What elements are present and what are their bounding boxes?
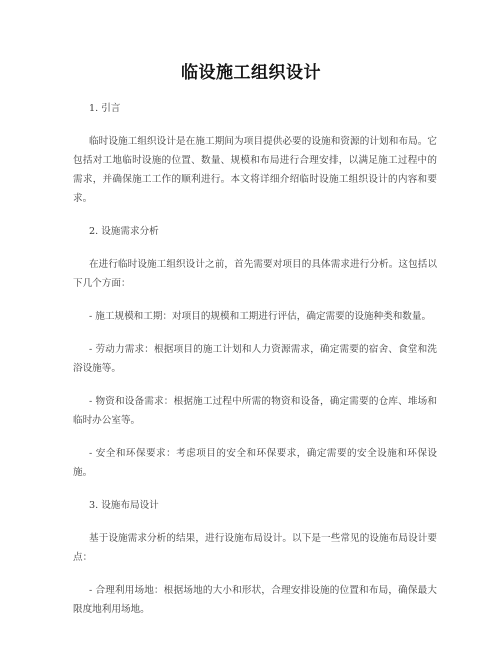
list-item: - 施工规模和工期：对项目的规模和工期进行评估，确定需要的设施种类和数量。 <box>89 311 432 322</box>
list-item: - 劳动力需求：根据项目的施工计划和人力资源需求，确定需要的宿舍、食堂和洗浴设施等。 <box>73 344 437 374</box>
list-item: - 物资和设备需求：根据施工过程中所需的物资和设备，确定需要的仓库、堆场和临时办公室等。 <box>73 396 437 426</box>
section-heading-intro: 1. 引言 <box>89 103 121 114</box>
document-title: 临设施工组织设计 <box>181 63 321 83</box>
section-paragraph: 临时设施工组织设计是在施工期间为项目提供必要的设施和资源的计划和布局。它包括对工地临时设施的位置、数量、规模和布局进行合理安排，以满足施工过程中的需求，并确保施工工作的顺利进行。本文将详细介绍临时设施工组织设计的内容和要求。 <box>73 136 437 204</box>
section-paragraph: 在进行临时设施工组织设计之前，首先需要对项目的具体需求进行分析。这包括以下几个方面： <box>73 259 437 289</box>
list-item: - 安全和环保要求：考虑项目的安全和环保要求，确定需要的安全设施和环保设施。 <box>73 448 437 478</box>
section-paragraph: 基于设施需求分析的结果，进行设施布局设计。以下是一些常见的设施布局设计要点： <box>73 533 437 563</box>
section-heading-needs-analysis: 2. 设施需求分析 <box>89 226 159 237</box>
section-heading-layout-design: 3. 设施布局设计 <box>89 500 159 511</box>
document-body <box>73 99 437 633</box>
list-item: - 合理利用场地：根据场地的大小和形状，合理安排设施的位置和布局，确保最大限度地利用场地。 <box>73 585 437 615</box>
